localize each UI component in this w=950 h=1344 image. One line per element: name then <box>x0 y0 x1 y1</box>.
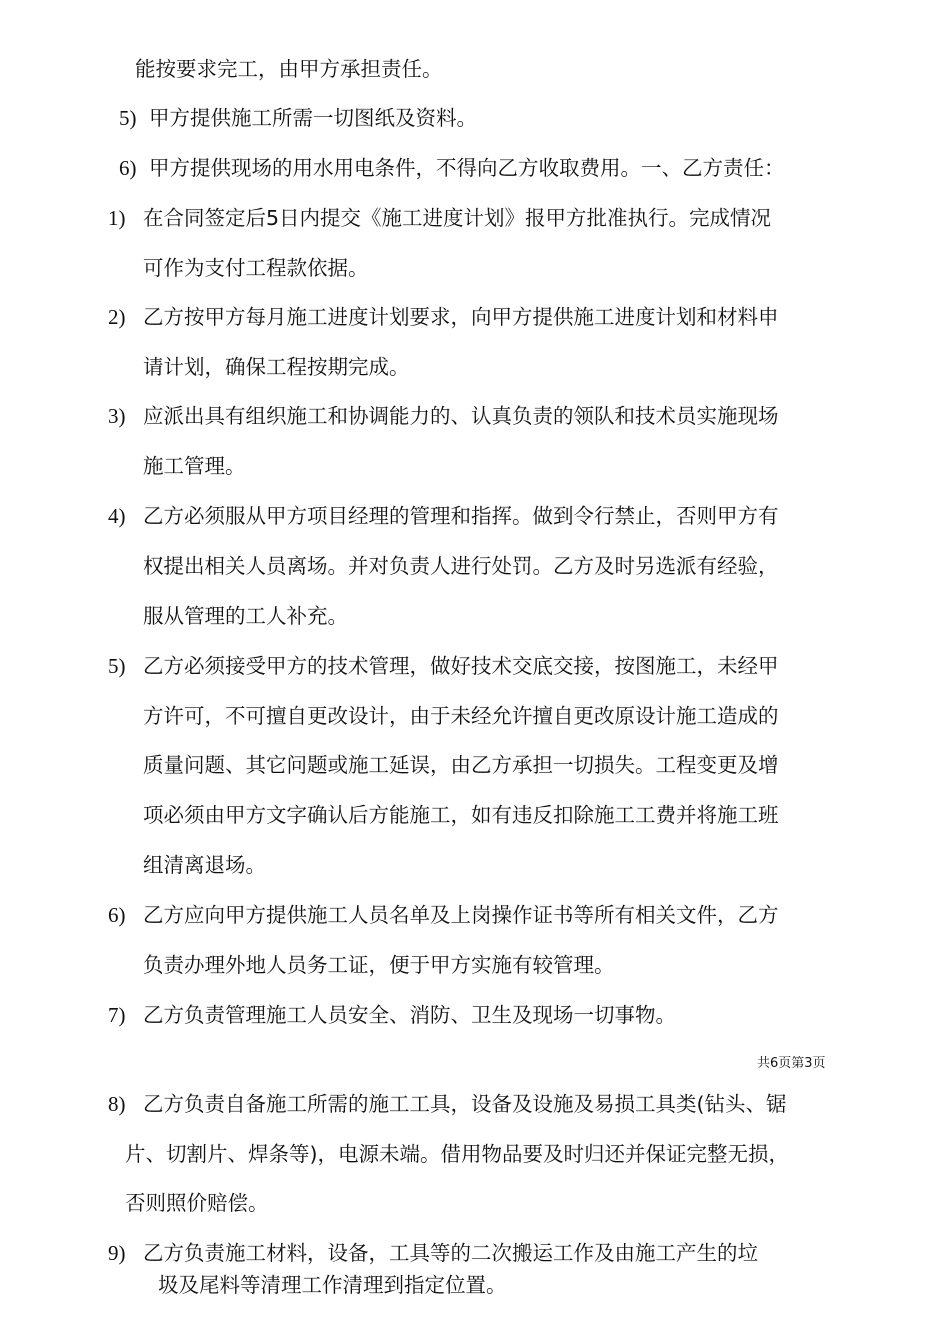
list-number: 5) <box>119 106 137 130</box>
list-number: 4) <box>108 504 126 528</box>
list-number: 1) <box>108 206 126 230</box>
list-number: 6) <box>108 903 126 927</box>
text-line: 甲方提供施工所需一切图纸及资料。 <box>149 106 477 130</box>
text-line: 权提出相关人员离场。并对负责人进行处罚。乙方及时另选派有经验， <box>143 554 779 578</box>
text-line: 请计划，确保工程按期完成。 <box>143 355 410 379</box>
text-line: 圾及尾料等清理工作清理到指定位置。 <box>158 1273 507 1297</box>
list-number: 5) <box>108 654 126 678</box>
text-line: 甲方提供现场的用水用电条件，不得向乙方收取费用。一、乙方责任： <box>149 156 785 180</box>
text-line: 乙方按甲方每月施工进度计划要求，向甲方提供施工进度计划和材料申 <box>143 305 779 329</box>
list-number: 6) <box>119 156 137 180</box>
page-number-label: 共6页第3页 <box>757 1056 826 1071</box>
text-line: 乙方负责施工材料，设备，工具等的二次搬运工作及由施工产生的垃 <box>143 1241 758 1265</box>
text-line: 可作为支付工程款依据。 <box>143 256 369 280</box>
text-line: 否则照价赔偿。 <box>125 1191 269 1215</box>
text-line: 服从管理的工人补充。 <box>143 604 348 628</box>
text-line: 乙方负责管理施工人员安全、消防、卫生及现场一切事物。 <box>143 1003 676 1027</box>
list-number: 2) <box>108 305 126 329</box>
text-line: 在合同签定后5日内提交《施工进度计划》报甲方批准执行。完成情况 <box>143 206 772 230</box>
text-line: 负责办理外地人员务工证，便于甲方实施有较管理。 <box>143 953 615 977</box>
text-line: 应派出具有组织施工和协调能力的、认真负责的领队和技术员实施现场 <box>143 404 779 428</box>
text-line: 乙方必须接受甲方的技术管理，做好技术交底交接，按图施工，未经甲 <box>143 654 779 678</box>
text-line: 组清离退场。 <box>143 853 266 877</box>
list-number: 8) <box>108 1092 126 1116</box>
text-line: 方许可，不可擅自更改设计，由于未经允许擅自更改原设计施工造成的 <box>143 704 779 728</box>
text-line: 能按要求完工，由甲方承担责任。 <box>135 57 443 81</box>
text-line: 乙方负责自备施工所需的施工工具，设备及设施及易损工具类(钻头、锯 <box>143 1092 787 1116</box>
list-number: 3) <box>108 404 126 428</box>
text-line: 质量问题、其它问题或施工延误，由乙方承担一切损失。工程变更及增 <box>143 753 779 777</box>
text-line: 乙方必须服从甲方项目经理的管理和指挥。做到令行禁止，否则甲方有 <box>143 504 779 528</box>
text-line: 乙方应向甲方提供施工人员名单及上岗操作证书等所有相关文件，乙方 <box>143 903 779 927</box>
list-number: 7) <box>108 1003 126 1027</box>
text-line: 项必须由甲方文字确认后方能施工，如有违反扣除施工工费并将施工班 <box>143 803 779 827</box>
text-line: 片、切割片、焊条等)，电源未端。借用物品要及时归还并保证完整无损， <box>125 1142 789 1166</box>
list-number: 9) <box>108 1241 126 1265</box>
text-line: 施工管理。 <box>143 454 246 478</box>
